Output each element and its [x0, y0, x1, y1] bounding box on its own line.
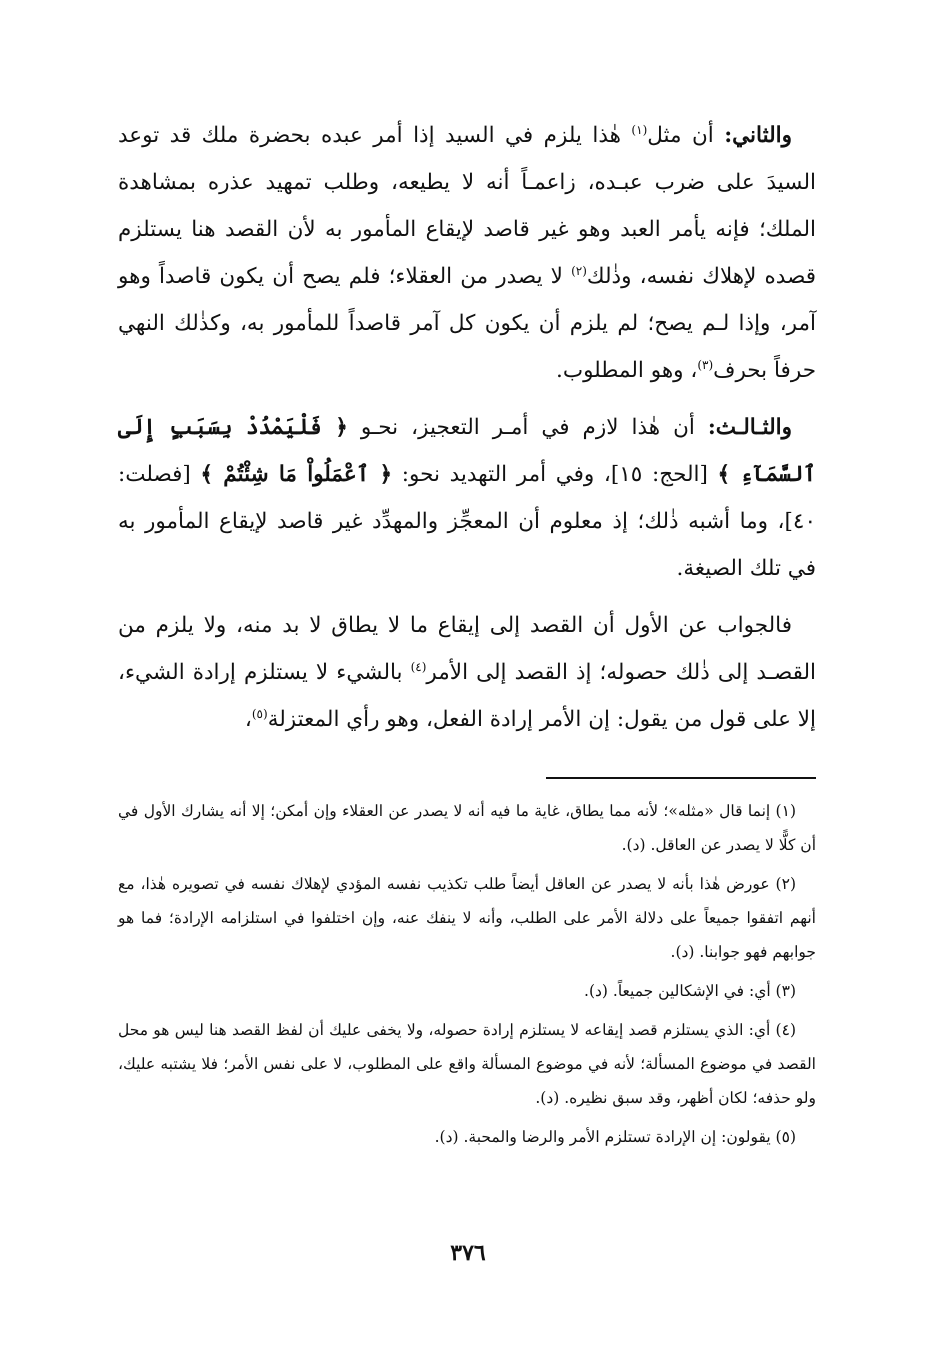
page-number: ٣٧٦: [450, 1240, 486, 1266]
text-run: [فصلت: ٤٠]، وما أشبه ذٰلك؛ إذ معلوم أن المعجِّز والمهدِّد غير قاصد لإيقاع المأمور به في تلك الصيغة.: [118, 462, 816, 581]
footnote-4: (٤) أي: الذي يستلزم قصد إيقاعه لا يستلزم إرادة حصوله، ولا يخفى عليك أن لفظ القصد هنا ليس هو محل القصد في موضوع المسألة؛ لأنه في موضوع المسألة واقع على المطلوب، لا على نفس الأمر؛ فلا يشتبه عليك، ولو حذفه؛ لكان أظهر، وقد سبق نظيره. (د).: [118, 1021, 816, 1107]
footnote-3: (٣) أي: في الإشكالين جميعاً. (د).: [584, 982, 796, 1000]
footnote-ref[interactable]: (٥): [251, 706, 268, 721]
text-run: أن هٰذا لازم في أمـر التعجيز، نحـو: [347, 415, 708, 440]
text-run: ، وهو المطلوب.: [556, 358, 698, 383]
text-run: أن مثل: [647, 123, 725, 148]
quran-verse: ﴿ ٱعْمَلُواْ مَا شِئْتُمْ ﴾: [200, 462, 393, 487]
paragraph-third: [118, 404, 816, 592]
paragraph-answer: [118, 602, 816, 743]
text-run: لا يصدر من العقلاء؛ فلم يصح أن يكون قاصداً وهو آمر، وإذا لـم يصح؛ لم يلزم أن يكون كل آمر قاصداً للمأمور به، وكذٰلك النهي حرفاً بحرف: [118, 264, 816, 383]
footnote-5: (٥) يقولون: إن الإرادة تستلزم الأمر والرضا والمحبة. (د).: [434, 1128, 796, 1146]
text-run: هٰذا يلزم في السيد إذا أمر عبده بحضرة ملك قد توعد السيدَ على ضرب عبـده، زاعمـاً أنه لا يطيعه، وطلب تمهيد عذره بمشاهدة الملك؛ فإنه يأمر العبد وهو غير قاصد لإيقاع المأمور به لأن القصد هنا يستلزم قصده لإهلاك نفسه، وذٰلك: [118, 123, 816, 289]
footnote-ref[interactable]: (٤): [410, 659, 427, 674]
paragraph-second: [118, 112, 816, 394]
paragraph-lead: والثـالـث:: [707, 415, 792, 440]
footnote-2: (٢) عورض هٰذا بأنه لا يصدر عن العاقل أيضاً طلب تكذيب نفسه المؤدي لإهلاك نفسه في تصويره هٰذا، مع أنهم اتفقوا جميعاً على دلالة الأمر على الطلب، وأنه لا ينفك عنه، وإن اختلفوا في استلزامه الإرادة؛ فما هو جوابهم فهو جوابنا. (د).: [118, 875, 816, 961]
text-run: بالشيء لا يستلزم إرادة الشيء، إلا على قول من يقول: إن الأمر إرادة الفعل، وهو رأي المعتزلة: [118, 660, 816, 732]
paragraph-lead: والثاني:: [724, 123, 792, 148]
quran-verse: ﴿ فَلْيَمْدُدْ بِسَبَبٍ إِلَى ٱلسَّمَآءِ ﴾: [118, 415, 816, 487]
footnote-ref[interactable]: (١): [631, 122, 648, 137]
footnote-divider: [546, 777, 816, 779]
footnote-1: (١) إنما قال «مثله»؛ لأنه مما يطاق، غاية ما فيه أنه لا يصدر عن العقلاء وإن أمكن؛ إلا أنه يشارك الأول في أن كلًّا لا يصدر عن العاقل. (د).: [118, 802, 816, 854]
footnote-ref[interactable]: (٢): [571, 263, 587, 278]
text-run: ،: [244, 707, 252, 732]
footnote-ref[interactable]: (٣): [697, 357, 714, 372]
text-run: فالجواب عن الأول أن القصد إلى إيقاع ما لا يطاق لا بد منه، ولا يلزم من القصـد إلى ذٰلك حصوله؛ إذ القصد إلى الأمر: [118, 613, 816, 685]
footnotes: [118, 794, 816, 1154]
text-run: [الحج: ١٥]، وفي أمر التهديد نحو:: [392, 462, 718, 487]
main-text: [118, 112, 816, 743]
